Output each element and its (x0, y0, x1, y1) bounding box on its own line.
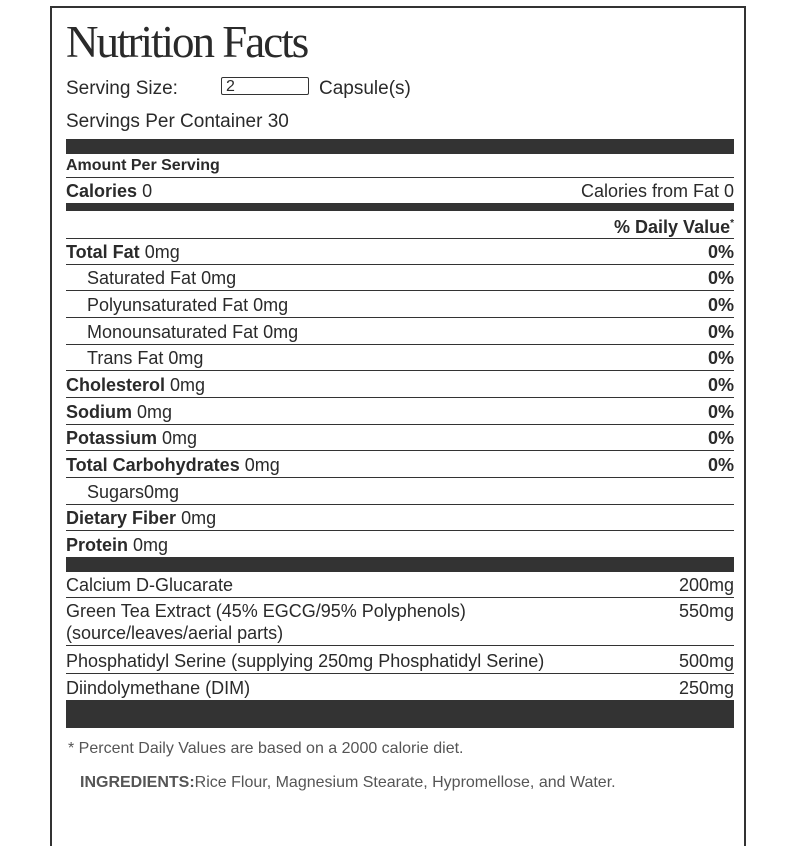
divider (66, 177, 734, 178)
nutrient-amount: 0mg (144, 242, 180, 262)
nutrient-row-sodium (66, 399, 734, 425)
label-title: Nutrition Facts (66, 17, 308, 67)
medium-divider (66, 203, 734, 211)
serving-size-label: Serving Size: (66, 78, 178, 99)
nutrient-amount: 0mg (162, 428, 198, 448)
supplement-row-phosphatidyl-serine (66, 648, 734, 674)
nutrient-dv: 0% (707, 242, 734, 262)
nutrient-name: Saturated Fat 0mg (87, 268, 237, 288)
ingredients (80, 774, 616, 792)
nutrient-row-total-fat (66, 239, 734, 265)
thick-divider-bottom (66, 700, 734, 728)
daily-value-header (614, 213, 734, 238)
supplement-name: Calcium D-Glucarate (66, 575, 234, 595)
nutrient-amount: 0mg (137, 402, 173, 422)
nutrient-dv: 0% (707, 295, 734, 315)
nutrient-name: Total Fat (66, 242, 140, 262)
nutrient-row-monounsaturated-fat (66, 319, 734, 345)
daily-value-footnote: * Percent Daily Values are based on a 2000 calorie diet. (68, 740, 464, 757)
calories-row (66, 180, 152, 202)
nutrient-row-saturated-fat (66, 265, 734, 291)
nutrient-amount: 0mg (244, 455, 280, 475)
nutrient-row-total-carbohydrates (66, 452, 734, 478)
nutrient-name: Cholesterol (66, 375, 166, 395)
supplement-row-diindolymethane (66, 675, 734, 701)
nutrient-dv: 0% (707, 402, 734, 422)
nutrient-name: Dietary Fiber (66, 508, 177, 528)
supplement-name: Phosphatidyl Serine (supplying 250mg Phosphatidyl Serine) (66, 651, 545, 671)
supplement-amount: 550mg (678, 601, 734, 621)
nutrient-row-protein (66, 532, 734, 558)
daily-value-header-text: % Daily Value (614, 217, 731, 237)
nutrient-row-trans-fat (66, 345, 734, 371)
nutrient-amount: 0mg (170, 375, 206, 395)
nutrient-name: Polyunsaturated Fat 0mg (87, 295, 289, 315)
nutrient-row-potassium (66, 425, 734, 451)
nutrient-row-cholesterol (66, 372, 734, 398)
supplement-row-calcium-d-glucarate (66, 572, 734, 598)
nutrient-dv: 0% (707, 322, 734, 342)
servings-per-container: Servings Per Container 30 (66, 111, 289, 132)
nutrient-dv: 0% (707, 455, 734, 475)
thick-divider-supplements (66, 557, 734, 572)
thick-divider-top (66, 139, 734, 154)
nutrient-name: Sugars0mg (87, 482, 180, 502)
nutrient-row-polyunsaturated-fat (66, 292, 734, 318)
nutrient-name: Trans Fat 0mg (87, 348, 204, 368)
serving-size-field: 2 (221, 77, 309, 95)
supplement-name-line2: (source/leaves/aerial parts) (66, 623, 284, 643)
nutrient-name: Protein (66, 535, 129, 555)
nutrient-amount: 0mg (133, 535, 169, 555)
nutrient-name: Monounsaturated Fat 0mg (87, 322, 299, 342)
nutrient-name: Potassium (66, 428, 158, 448)
daily-value-asterisk: * (730, 218, 734, 229)
ingredients-label: INGREDIENTS: (80, 774, 195, 791)
calories-label: Calories (66, 181, 138, 201)
calories-from-fat: Calories from Fat 0 (580, 181, 734, 201)
supplement-name: Green Tea Extract (45% EGCG/95% Polyphenols) (66, 601, 466, 621)
serving-size-unit: Capsule(s) (319, 78, 411, 99)
nutrient-row-sugars (66, 479, 734, 505)
amount-per-serving: Amount Per Serving (66, 157, 220, 174)
nutrient-amount: 0mg (181, 508, 217, 528)
calories-value: 0 (142, 181, 153, 201)
supplement-name: Diindolymethane (DIM) (66, 678, 251, 698)
ingredients-text: Rice Flour, Magnesium Stearate, Hypromellose, and Water. (194, 774, 616, 791)
nutrient-dv: 0% (707, 428, 734, 448)
supplement-amount: 500mg (678, 651, 734, 671)
nutrient-name: Total Carbohydrates (66, 455, 240, 475)
nutrient-name: Sodium (66, 402, 132, 422)
nutrient-dv: 0% (707, 268, 734, 288)
nutrient-dv: 0% (707, 375, 734, 395)
nutrient-dv: 0% (707, 348, 734, 368)
nutrient-row-dietary-fiber (66, 505, 734, 531)
supplement-amount: 250mg (678, 678, 734, 698)
supplement-row-green-tea-extract (66, 598, 734, 646)
supplement-amount: 200mg (678, 575, 734, 595)
